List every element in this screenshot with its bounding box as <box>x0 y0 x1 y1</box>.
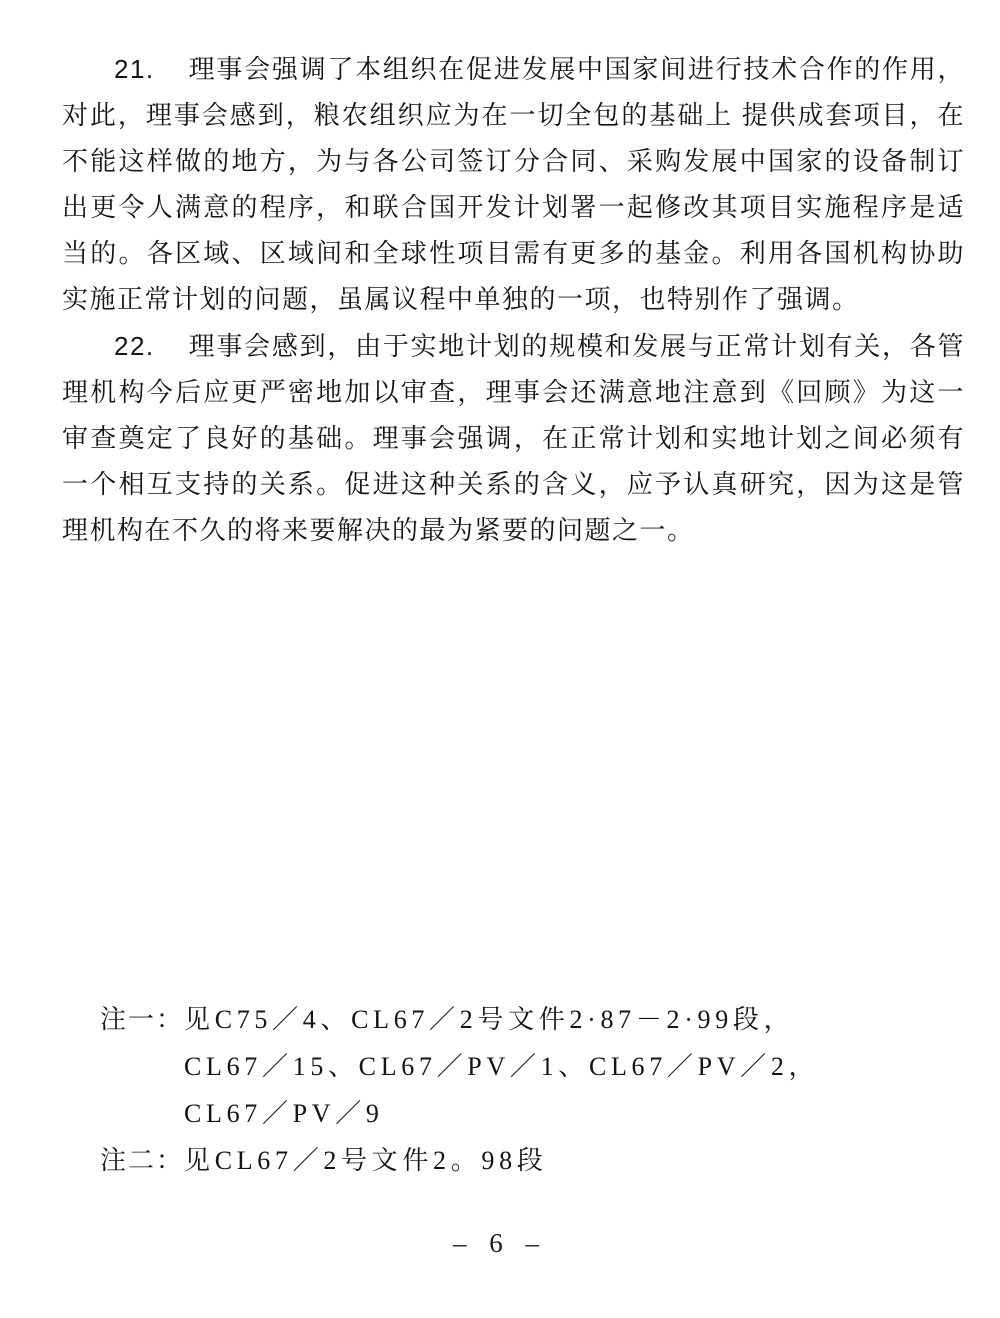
paragraph-21-text: 理事会强调了本组织在促进发展中国家间进行技术合作的作用，对此，理事会感到，粮农组织应为在一切全包的基础上 提供成套项目，在不能这样做的地方，为与各公司签订分合同、采购发展中国家的设备制订出更令人满意的程序，和联合国开发计划署一起修改其项目实施程序是适当的。各区域、区域间和全球性项目需有更多的基金。利用各国机构协助实施正常计划的问题，虽属议程中单独的一项，也特别作了强调。 <box>62 55 965 314</box>
footnote-1 <box>100 996 819 1137</box>
footnote-1-line-3: CL67／PV／9 <box>184 1099 384 1128</box>
footnote-1-line-1: 见C75／4、CL67／2号文件2·87－2·99段， <box>184 1005 795 1034</box>
footnote-2 <box>100 1137 819 1184</box>
footnote-1-line-2: CL67／15、CL67／PV／1、CL67／PV／2， <box>184 1052 820 1081</box>
footnote-1-lines <box>184 996 819 1137</box>
footnote-2-label: 注二： <box>100 1146 185 1175</box>
document-body <box>62 46 965 554</box>
paragraph-22 <box>62 323 965 554</box>
footnotes-section <box>100 996 819 1184</box>
footnote-2-line-1: 见CL67／2号文件2。98段 <box>184 1146 548 1175</box>
paragraph-22-number: 22. <box>114 331 155 361</box>
page-number: – 6 – <box>453 1228 547 1258</box>
footnote-1-label: 注一： <box>100 1005 185 1034</box>
paragraph-21-number: 21. <box>114 54 155 84</box>
paragraph-22-text: 理事会感到，由于实地计划的规模和发展与正常计划有关，各管理机构今后应更严密地加以审查，理事会还满意地注意到《回顾》为这一审查奠定了良好的基础。理事会强调，在正常计划和实地计划之间必须有一个相互支持的关系。促进这种关系的含义，应予认真研究，因为这是管理机构在不久的将来要解决的最为紧要的问题之一。 <box>62 332 965 545</box>
footnote-2-lines <box>184 1137 547 1184</box>
paragraph-21 <box>62 46 965 323</box>
